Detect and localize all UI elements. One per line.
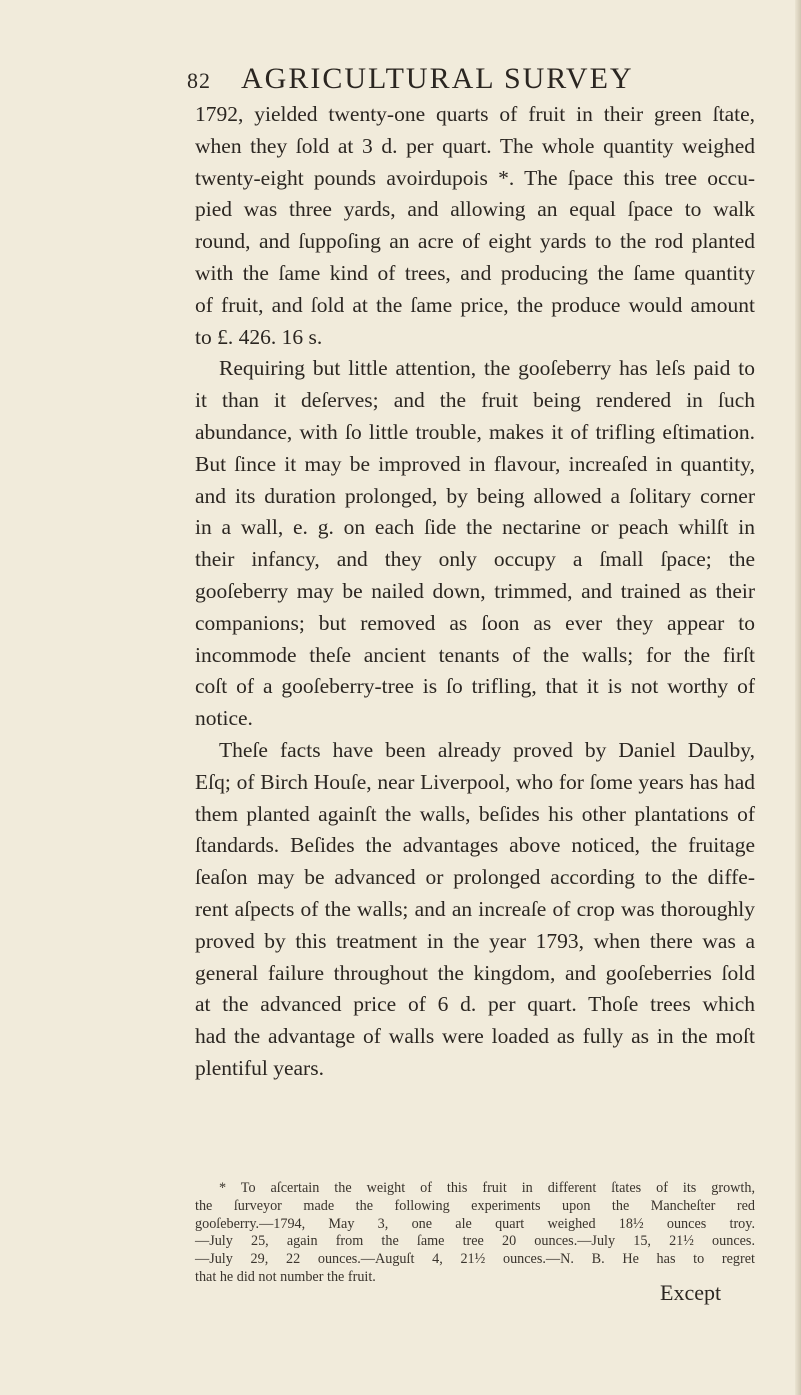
footnote-line: the ſurveyor made the following experiments upon the Mancheſter red xyxy=(195,1197,755,1214)
body-line: when they ſold at 3 d. per quart. The whole quantity weighed xyxy=(195,133,755,158)
footnote-line: that he did not number the fruit. xyxy=(195,1268,376,1285)
body-line: Eſq; of Birch Houſe, near Liverpool, who for ſome years has had xyxy=(195,769,755,794)
body-line: in a wall, e. g. on each ſide the nectarine or peach whilſt in xyxy=(195,515,755,540)
footnote xyxy=(195,1180,755,1287)
body-line: plentiful years. xyxy=(195,1055,324,1080)
body-line: rent aſpects of the walls; and an increaſe of crop was thoroughly xyxy=(195,896,755,921)
body-line: companions; but removed as ſoon as ever they appear to xyxy=(195,610,755,635)
body-line: ſtandards. Beſides the advantages above noticed, the fruitage xyxy=(195,833,755,858)
body-line: general failure throughout the kingdom, and gooſeberries ſold xyxy=(195,960,755,985)
page-edge xyxy=(795,0,801,1395)
page-header xyxy=(187,62,747,102)
page-number: 82 xyxy=(187,68,211,93)
body-line: abundance, with ſo little trouble, makes it of trifling eſtimation. xyxy=(195,419,755,444)
body-line: gooſeberry may be nailed down, trimmed, and trained as their xyxy=(195,578,755,603)
footnote-line: —July 29, 22 ounces.—Auguſt 4, 21½ ounces.—N. B. He has to regret xyxy=(195,1251,755,1268)
body-line: them planted againſt the walls, beſides his other plantations of xyxy=(195,801,755,826)
footnote-line: gooſeberry.—1794, May 3, one ale quart weighed 18½ ounces troy. xyxy=(195,1215,755,1232)
body-line: and its duration prolonged, by being allowed a ſolitary corner xyxy=(195,483,755,508)
body-line: ſeaſon may be advanced or prolonged according to the diffe- xyxy=(195,865,755,890)
body-line: 1792, yielded twenty-one quarts of fruit in their green ſtate, xyxy=(195,102,755,126)
body-line: coſt of a gooſeberry-tree is ſo trifling, that it is not worthy of xyxy=(195,674,755,699)
body-line: at the advanced price of 6 d. per quart. Thoſe trees which xyxy=(195,992,755,1017)
body-line: of fruit, and ſold at the ſame price, the produce would amount xyxy=(195,292,755,317)
running-head: AGRICULTURAL SURVEY xyxy=(241,62,634,95)
body-line: it than it deſerves; and the fruit being rendered in ſuch xyxy=(195,388,755,413)
body-line: Requiring but little attention, the gooſeberry has leſs paid to xyxy=(219,356,755,381)
body-line: twenty-eight pounds avoirdupois *. The ſpace this tree occu- xyxy=(195,165,755,190)
body-line: had the advantage of walls were loaded as fully as in the moſt xyxy=(195,1024,755,1049)
catchword: Except xyxy=(660,1280,722,1305)
body-text xyxy=(195,99,755,1085)
body-line: incommode theſe ancient tenants of the walls; for the firſt xyxy=(195,642,755,667)
body-line: Theſe facts have been already proved by Daniel Daulby, xyxy=(219,737,755,762)
footnote-line: —July 25, again from the ſame tree 20 ounces.—July 15, 21½ ounces. xyxy=(195,1233,755,1250)
body-line: with the ſame kind of trees, and producing the ſame quantity xyxy=(195,260,755,285)
body-line: proved by this treatment in the year 1793, when there was a xyxy=(195,928,755,953)
body-line: pied was three yards, and allowing an equal ſpace to walk xyxy=(195,197,755,222)
body-line: their infancy, and they only occupy a ſmall ſpace; the xyxy=(195,547,755,572)
body-line: But ſince it may be improved in flavour, increaſed in quantity, xyxy=(195,451,755,476)
body-line: notice. xyxy=(195,706,253,731)
body-line: to £. 426. 16 s. xyxy=(195,324,323,349)
body-line: round, and ſuppoſing an acre of eight yards to the rod planted xyxy=(195,229,755,254)
footnote-line: * To aſcertain the weight of this fruit in different ſtates of its growth, xyxy=(219,1180,755,1196)
